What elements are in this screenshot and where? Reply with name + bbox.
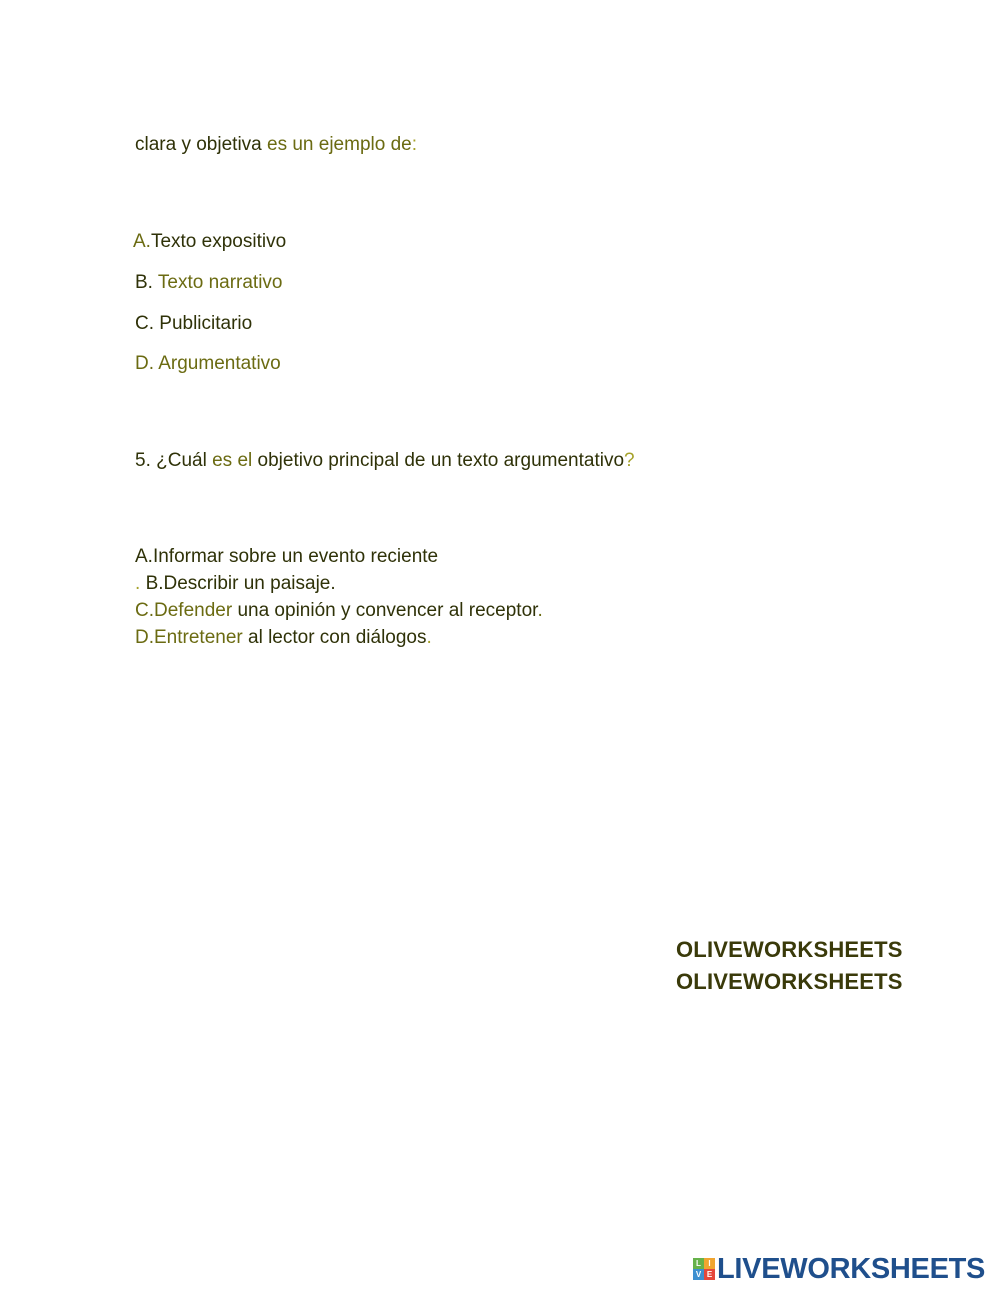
q5-option-d[interactable]	[135, 627, 432, 649]
q4-option-b-prefix: B.	[135, 272, 158, 293]
q4-option-a-prefix: A.	[133, 231, 151, 252]
question-continuation	[135, 134, 417, 156]
intro-text-part1: clara y objetiva	[135, 134, 268, 155]
q5-option-c[interactable]	[135, 600, 543, 622]
q5-option-c-prefix: C.Defender	[135, 600, 238, 621]
intro-text-colon: :	[411, 134, 418, 155]
question-5-text-3: objetivo principal de un texto argumentativo	[257, 450, 625, 471]
intro-text-part2: es un ejemplo de	[267, 134, 412, 155]
q5-option-c-end: .	[537, 600, 543, 621]
watermark-line-1: OLIVEWORKSHEETS	[676, 937, 903, 962]
logo-square-v: V	[693, 1269, 704, 1280]
q5-option-d-end: .	[426, 627, 432, 648]
liveworksheets-logo[interactable]	[693, 1252, 985, 1286]
q4-option-b-label: Texto narrativo	[157, 272, 283, 293]
q4-option-b[interactable]	[135, 272, 283, 294]
q5-option-d-label: al lector con diálogos	[248, 627, 427, 648]
q5-option-b-label: B.Describir un paisaje.	[145, 573, 336, 594]
watermark-line-2: OLIVEWORKSHEETS	[676, 969, 903, 994]
q5-option-c-label: una opinión y convencer al receptor	[237, 600, 538, 621]
q5-option-d-prefix: D.Entretener	[135, 627, 248, 648]
q4-option-a-label: Texto expositivo	[150, 231, 287, 252]
q4-option-d[interactable]: D. Argumentativo	[135, 353, 281, 374]
question-5-text-1: ¿Cuál	[156, 450, 213, 471]
q5-option-a[interactable]: A.Informar sobre un evento reciente	[135, 546, 439, 567]
logo-square-i: I	[704, 1258, 715, 1269]
q4-option-a[interactable]	[133, 231, 286, 253]
question-5-number: 5.	[135, 450, 157, 471]
logo-square-l: L	[693, 1258, 704, 1269]
question-5-mark: ?	[624, 450, 635, 471]
liveworksheets-logo-text: LIVEWORKSHEETS	[717, 1253, 986, 1285]
logo-square-e: E	[704, 1269, 715, 1280]
q4-option-c[interactable]: C. Publicitario	[135, 313, 253, 334]
q5-option-b[interactable]	[135, 573, 336, 595]
question-5-text-2: es el	[212, 450, 258, 471]
liveworksheets-logo-icon	[693, 1258, 715, 1280]
q5-option-b-dot: .	[135, 573, 146, 594]
question-5	[135, 450, 635, 472]
